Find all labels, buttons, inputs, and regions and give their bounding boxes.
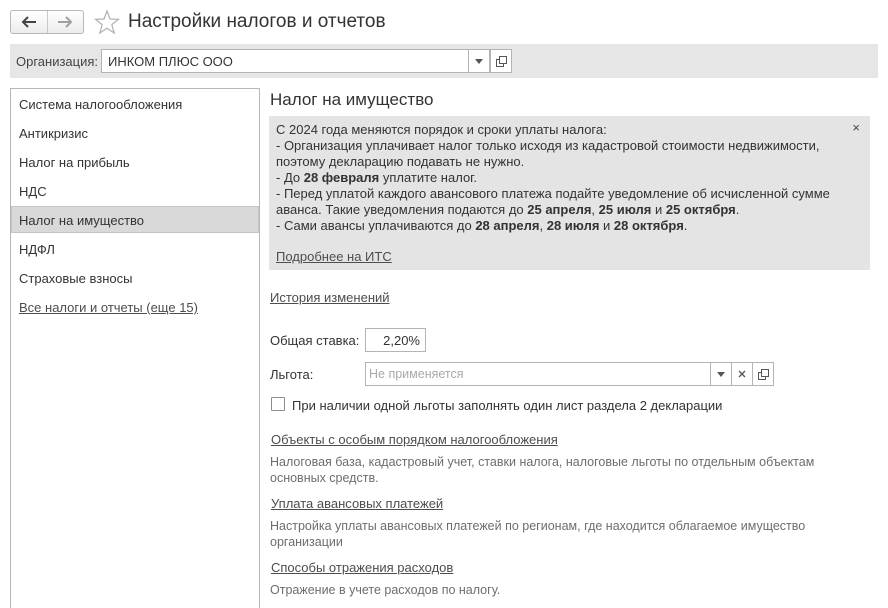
sidebar-item-anticrisis[interactable] [11,119,259,146]
page-title: Настройки налогов и отчетов [128,11,386,32]
info-line: С 2024 года меняются порядок и сроки уплаты налога: [276,122,607,137]
info-line: - Перед уплатой каждого авансового платежа подайте уведомление об исчисленной сумме [276,186,830,201]
info-line: аванса. Такие уведомления подаются до 25 апреля, 25 июля и 25 октября. [276,202,740,217]
chevron-down-icon [475,59,483,64]
info-box [269,116,870,270]
organization-field[interactable]: ИНКОМ ПЛЮС ООО [101,49,469,73]
sidebar-item-label: Страховые взносы [19,271,133,286]
rate-input[interactable]: 2,20% [365,328,426,352]
one-sheet-checkbox-label[interactable]: При наличии одной льготы заполнять один лист раздела 2 декларации [292,398,723,413]
open-window-icon [496,56,507,67]
sidebar-item-label: Налог на имущество [19,213,145,228]
forward-button[interactable] [47,11,84,33]
organization-dropdown-button[interactable] [468,49,490,73]
section-title: Налог на имущество [270,90,434,109]
sidebar-item-label: НДС [19,184,47,199]
sidebar-item-ndfl[interactable] [11,235,259,262]
sidebar-item-vat[interactable] [11,177,259,204]
organization-label: Организация: [16,54,99,69]
benefit-open-button[interactable] [752,362,774,386]
special-objects-link[interactable]: Объекты с особым порядком налогообложения [271,432,558,447]
info-line: - Сами авансы уплачиваются до 28 апреля, 28 июля и 28 октября. [276,218,688,233]
open-window-icon [758,369,769,380]
special-objects-description: Налоговая база, кадастровый учет, ставки налога, налоговые льготы по отдельным объектам основных средств. [270,455,815,485]
chevron-down-icon [717,372,725,377]
advance-payments-link[interactable]: Уплата авансовых платежей [271,496,444,511]
info-line: поэтому декларацию подавать не нужно. [276,154,525,169]
sidebar-item-tax-system[interactable] [11,90,259,117]
sidebar-item-label: Система налогообложения [19,97,183,112]
advance-payments-description: Настройка уплаты авансовых платежей по регионам, где находится облагаемое имущество организации [270,519,806,549]
organization-open-button[interactable] [490,49,512,73]
organization-bar [10,44,878,78]
benefit-clear-button[interactable] [731,362,753,386]
expense-methods-description: Отражение в учете расходов по налогу. [270,583,501,597]
sidebar-item-label: Все налоги и отчеты (еще 15) [19,300,198,315]
history-link[interactable]: История изменений [270,290,390,305]
sidebar-item-label: НДФЛ [19,242,55,257]
rate-label: Общая ставка: [270,333,360,348]
sidebar-item-all-taxes[interactable] [11,293,259,320]
its-details-link[interactable]: Подробнее на ИТС [276,249,392,264]
benefit-dropdown-button[interactable] [710,362,732,386]
benefit-input[interactable]: Не применяется [365,362,711,386]
expense-methods-link[interactable]: Способы отражения расходов [271,560,454,575]
sidebar-item-property-tax[interactable] [11,206,259,233]
sidebar-item-profit-tax[interactable] [11,148,259,175]
info-line: - До 28 февраля уплатите налог. [276,170,477,185]
benefit-label: Льгота: [270,367,314,382]
one-sheet-checkbox[interactable] [271,397,285,411]
arrow-right-icon [57,16,73,28]
info-line: - Организация уплачивает налог только исходя из кадастровой стоимости недвижимости, [276,138,820,153]
sidebar-item-label: Антикризис [19,126,88,141]
sidebar-item-label: Налог на прибыль [19,155,130,170]
navigation-buttons [10,10,84,34]
back-button[interactable] [11,11,47,33]
arrow-left-icon [21,16,37,28]
close-icon[interactable]: × [852,120,860,135]
sidebar [10,88,260,608]
star-icon[interactable] [94,9,120,35]
sidebar-item-insurance[interactable] [11,264,259,291]
close-icon [738,370,746,378]
